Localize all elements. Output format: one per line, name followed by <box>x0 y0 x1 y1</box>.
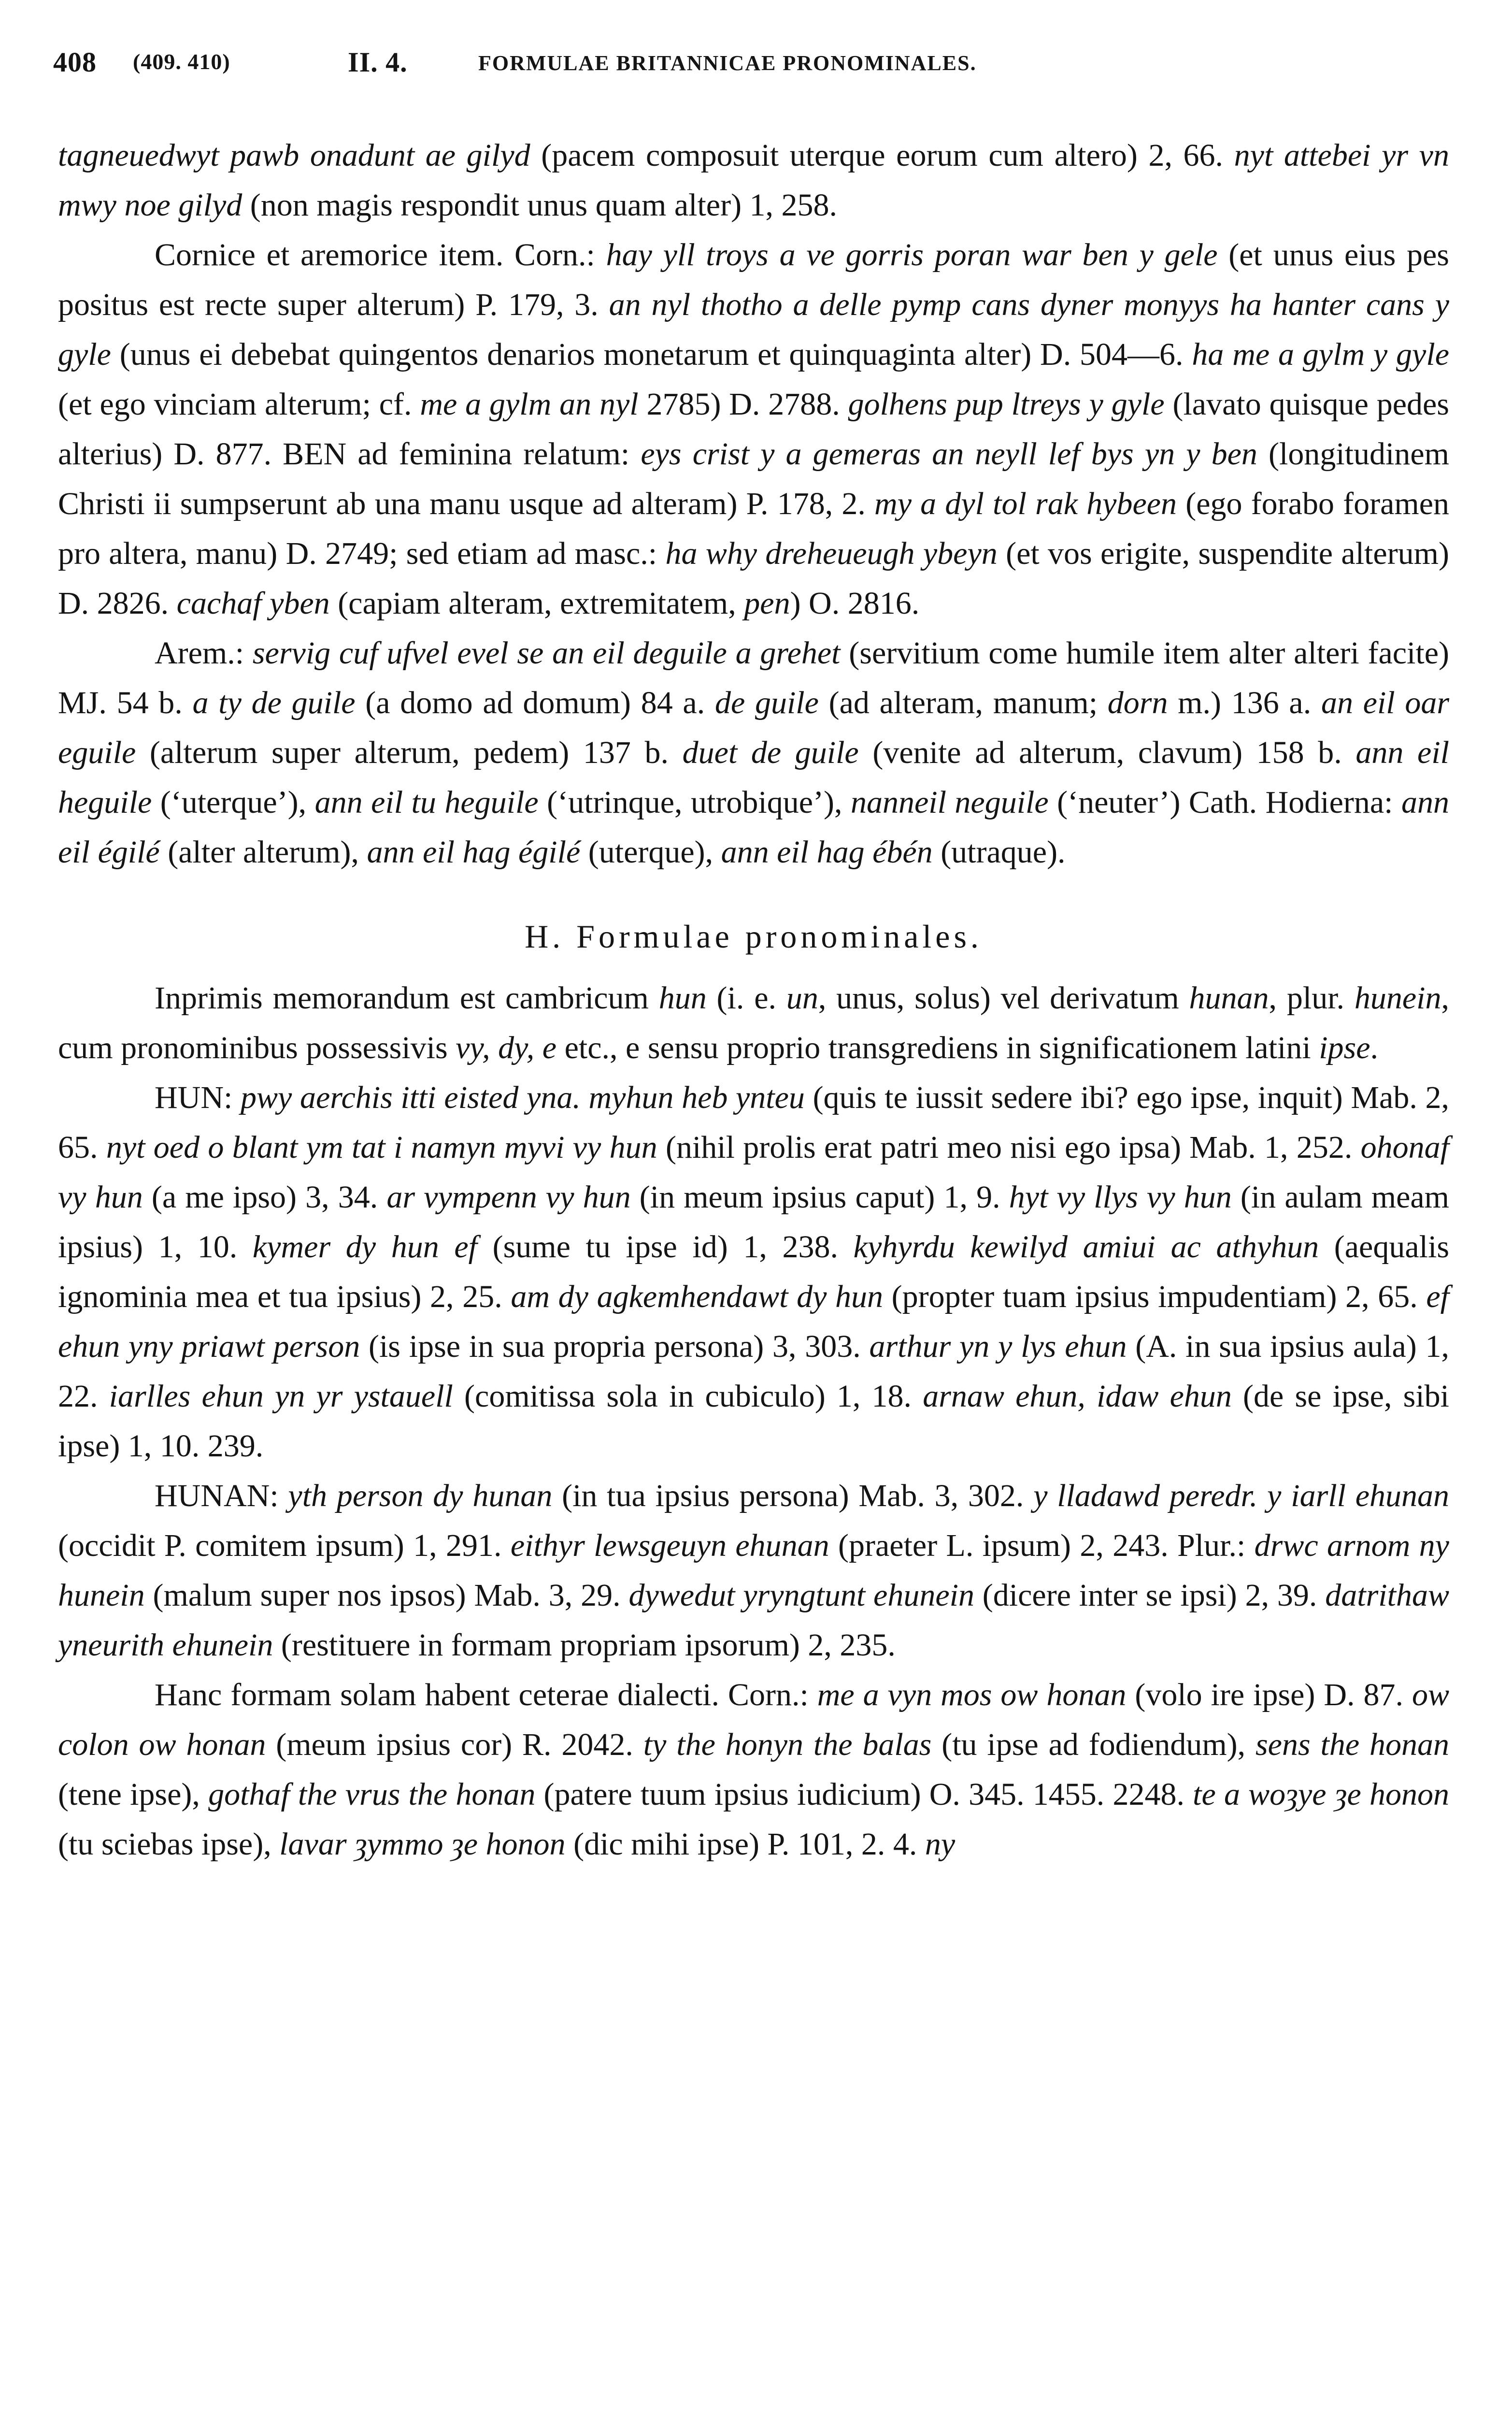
italic-term: dorn <box>1107 685 1168 720</box>
italic-term: kyhyrdu kewilyd amiui ac athyhun <box>853 1229 1319 1265</box>
italic-term: pwy aerchis itti eisted yna. myhun heb ynteu <box>240 1080 805 1115</box>
text-run: m.) 136 a. <box>1168 685 1321 720</box>
italic-term: hyt vy llys vy hun <box>1009 1179 1232 1215</box>
italic-term: ha why dreheueugh ybeyn <box>665 536 998 571</box>
paragraph <box>58 1670 1449 1869</box>
italic-term: servig cuf ufvel evel se an eil deguile a grehet <box>252 635 841 671</box>
italic-term: hunan <box>1189 980 1269 1016</box>
text-run: (in tua ipsius persona) Mab. 3, 302. <box>552 1478 1034 1513</box>
text-run: (in aulam meam ipsius) 1, 10. <box>58 1179 1449 1265</box>
italic-term: lavar ȝymmo ȝe honon <box>279 1826 566 1862</box>
italic-term: ar vympenn vy hun <box>386 1179 631 1215</box>
text-run: (‘neuter’) Cath. Hodierna: <box>1048 785 1401 820</box>
italic-term: ha me a gylm y gyle <box>1192 337 1449 372</box>
page-body <box>58 130 1449 1869</box>
text-run: (unus ei debebat quingentos denarios monetarum et quinquaginta alter) D. 504—6. <box>111 337 1192 372</box>
italic-term: pen <box>744 586 790 621</box>
text-run: (longitudinem Christi ii sumpserunt ab una manu usque ad alteram) P. 178, 2. <box>58 436 1449 521</box>
italic-term: drwc arnom ny hunein <box>58 1528 1449 1613</box>
italic-term: a ty de guile <box>192 685 356 720</box>
italic-term: nyt attebei yr vn mwy noe gilyd <box>58 138 1449 223</box>
text-run: (nihil prolis erat patri meo nisi ego ipsa) Mab. 1, 252. <box>657 1130 1361 1165</box>
text-run: (a domo ad domum) 84 a. <box>355 685 715 720</box>
italic-term: ipse <box>1319 1030 1370 1065</box>
text-run: (alterum super alterum, pedem) 137 b. <box>136 735 683 770</box>
italic-term: golhens pup ltreys y gyle <box>848 387 1165 422</box>
text-run: , unus, solus) vel derivatum <box>818 980 1189 1016</box>
text-run: (alter alterum), <box>159 834 367 870</box>
text-run: Arem.: <box>155 635 253 671</box>
italic-term: nyt oed o blant ym tat i namyn myvi vy hun <box>106 1130 657 1165</box>
paragraph <box>58 628 1449 877</box>
italic-term: ann eil heguile <box>58 735 1450 820</box>
text-run: (volo ire ipse) D. 87. <box>1126 1677 1412 1712</box>
text-run: (occidit P. comitem ipsum) 1, 291. <box>58 1528 511 1563</box>
paragraph <box>58 1073 1449 1471</box>
italic-term: de guile <box>714 685 819 720</box>
italic-term: tagneuedwyt pawb onadunt ae gilyd <box>58 138 530 173</box>
text-run: (is ipse in sua propria persona) 3, 303. <box>360 1329 870 1364</box>
text-run: (uterque), <box>580 834 721 870</box>
text-run: (i. e. <box>706 980 786 1016</box>
text-run: (utraque). <box>932 834 1066 870</box>
italic-term: dywedut yryngtunt ehunein <box>628 1578 974 1613</box>
italic-term: eys crist y a gemeras an neyll lef bys yn y ben <box>641 436 1257 472</box>
text-run: . <box>1370 1030 1379 1065</box>
running-title: FORMULAE BRITANNICAE PRONOMINALES. <box>478 51 977 75</box>
text-run: (dicere inter se ipsi) 2, 39. <box>974 1578 1326 1613</box>
text-run: (de se ipse, sibi ipse) 1, 10. 239. <box>58 1379 1449 1464</box>
text-run: (tu ipse ad fodiendum), <box>931 1727 1255 1762</box>
italic-term: ty the honyn the balas <box>643 1727 932 1762</box>
text-run: (ad alteram, manum; <box>818 685 1108 720</box>
text-run: (et vos erigite, suspendite alterum) D. 2826. <box>58 536 1449 621</box>
italic-term: ann eil hag égilé <box>367 834 581 870</box>
italic-term: ef ehun yny priawt person <box>58 1279 1449 1364</box>
italic-term: gothaf the vrus the honan <box>208 1777 536 1812</box>
text-run: (non magis respondit unus quam alter) 1, 258. <box>242 187 838 223</box>
page-refs: (409. 410) <box>133 49 230 74</box>
text-run: (restituere in formam propriam ipsorum) 2, 235. <box>273 1627 896 1663</box>
text-run: Hanc formam solam habent ceterae dialecti. Corn.: <box>155 1677 817 1712</box>
text-run: (sume tu ipse id) 1, 238. <box>477 1229 854 1265</box>
text-run: (propter tuam ipsius impudentiam) 2, 65. <box>883 1279 1426 1314</box>
italic-term: un <box>786 980 818 1016</box>
italic-term: ohonaf vy hun <box>58 1130 1450 1215</box>
text-run: Inprimis memorandum est cambricum <box>155 980 659 1016</box>
italic-term: ann eil tu heguile <box>314 785 539 820</box>
text-run: , cum pronominibus possessivis <box>58 980 1450 1065</box>
italic-term: hunein <box>1354 980 1441 1016</box>
text-run: (‘uterque’), <box>152 785 315 820</box>
italic-term: an eil oar eguile <box>58 685 1450 770</box>
italic-term: hay yll troys a ve gorris poran war ben y gele <box>606 237 1218 273</box>
italic-term: ny <box>925 1826 956 1862</box>
text-run: (servitium come humile item alter alteri facite) MJ. 54 b. <box>58 635 1449 720</box>
italic-term: me a vyn mos ow honan <box>817 1677 1127 1712</box>
italic-term: yth person dy hunan <box>288 1478 553 1513</box>
italic-term: vy, dy, e <box>456 1030 557 1065</box>
italic-term: y lladawd peredr. y iarll ehunan <box>1033 1478 1449 1513</box>
italic-term: eithyr lewsgeuyn ehunan <box>510 1528 829 1563</box>
text-run: Cornice et aremorice item. Corn.: <box>155 237 606 273</box>
italic-term: sens the honan <box>1255 1727 1449 1762</box>
paragraph <box>58 130 1449 230</box>
text-run: 2785) D. 2788. <box>638 387 848 422</box>
running-header <box>53 46 1454 94</box>
text-run: (pacem composuit uterque eorum cum altero) 2, 66. <box>530 138 1234 173</box>
paragraph <box>58 230 1449 628</box>
text-run: HUNAN: <box>155 1478 288 1513</box>
paragraph <box>58 1471 1449 1670</box>
text-run: (a me ipso) 3, 34. <box>143 1179 387 1215</box>
text-run: , plur. <box>1269 980 1355 1016</box>
text-run: (venite ad alterum, clavum) 158 b. <box>858 735 1356 770</box>
italic-term: ow colon ow honan <box>58 1677 1449 1762</box>
text-run: (aequalis ignominia mea et tua ipsius) 2, 25. <box>58 1229 1450 1314</box>
italic-term: cachaf yben <box>176 586 330 621</box>
italic-term: an nyl thotho a delle pymp cans dyner monyys ha hanter cans y gyle <box>58 287 1449 372</box>
text-run: (A. in sua ipsius aula) 1, 22. <box>58 1329 1449 1414</box>
page-number: 408 <box>53 46 97 78</box>
italic-term: am dy agkemhendawt dy hun <box>511 1279 884 1314</box>
section-number: II. 4. <box>348 46 408 78</box>
text-run: (malum super nos ipsos) Mab. 3, 29. <box>144 1578 629 1613</box>
italic-term: me a gylm an nyl <box>420 387 639 422</box>
paragraph <box>58 973 1449 1073</box>
italic-term: kymer dy hun ef <box>252 1229 477 1265</box>
text-run: (capiam alteram, extremitatem, <box>329 586 744 621</box>
italic-term: ann eil égilé <box>58 785 1449 870</box>
italic-term: arthur yn y lys ehun <box>869 1329 1127 1364</box>
text-run: (comitissa sola in cubiculo) 1, 18. <box>453 1379 923 1414</box>
italic-term: arnaw ehun, idaw ehun <box>923 1379 1232 1414</box>
italic-term: my a dyl tol rak hybeen <box>874 486 1177 521</box>
section-heading: H. Formulae pronominales. <box>525 918 983 955</box>
text-run: HUN: <box>155 1080 241 1115</box>
text-run: (tene ipse), <box>58 1777 209 1812</box>
italic-term: ann eil hag ébén <box>721 834 933 870</box>
text-run: (praeter L. ipsum) 2, 243. Plur.: <box>829 1528 1255 1563</box>
italic-term: duet de guile <box>682 735 859 770</box>
text-run: etc., e sensu proprio transgrediens in significationem latini <box>556 1030 1319 1065</box>
italic-term: hun <box>658 980 707 1016</box>
text-run: (patere tuum ipsius iudicium) O. 345. 1455. 2248. <box>535 1777 1193 1812</box>
text-run: (in meum ipsius caput) 1, 9. <box>630 1179 1009 1215</box>
text-run: ) O. 2816. <box>790 586 920 621</box>
italic-term: iarlles ehun yn yr ystauell <box>109 1379 453 1414</box>
italic-term: nanneil neguile <box>850 785 1049 820</box>
text-run: (ego forabo foramen pro altera, manu) D. 2749; sed etiam ad masc.: <box>58 486 1449 571</box>
text-run: (‘utrinque, utrobique’), <box>538 785 851 820</box>
text-run: (meum ipsius cor) R. 2042. <box>266 1727 643 1762</box>
text-run: (quis te iussit sedere ibi? ego ipse, inquit) Mab. 2, 65. <box>58 1080 1449 1165</box>
text-run: (et unus eius pes positus est recte super alterum) P. 179, 3. <box>58 237 1449 322</box>
text-run: (et ego vinciam alterum; cf. <box>58 387 420 422</box>
text-run: (tu sciebas ipse), <box>58 1826 280 1862</box>
text-run: (lavato quisque pedes alterius) D. 877. BEN ad feminina relatum: <box>58 387 1449 472</box>
italic-term: datrithaw yneurith ehunein <box>58 1578 1449 1663</box>
text-run: (dic mihi ipse) P. 101, 2. 4. <box>565 1826 925 1862</box>
italic-term: te a woȝye ȝe honon <box>1193 1777 1450 1812</box>
